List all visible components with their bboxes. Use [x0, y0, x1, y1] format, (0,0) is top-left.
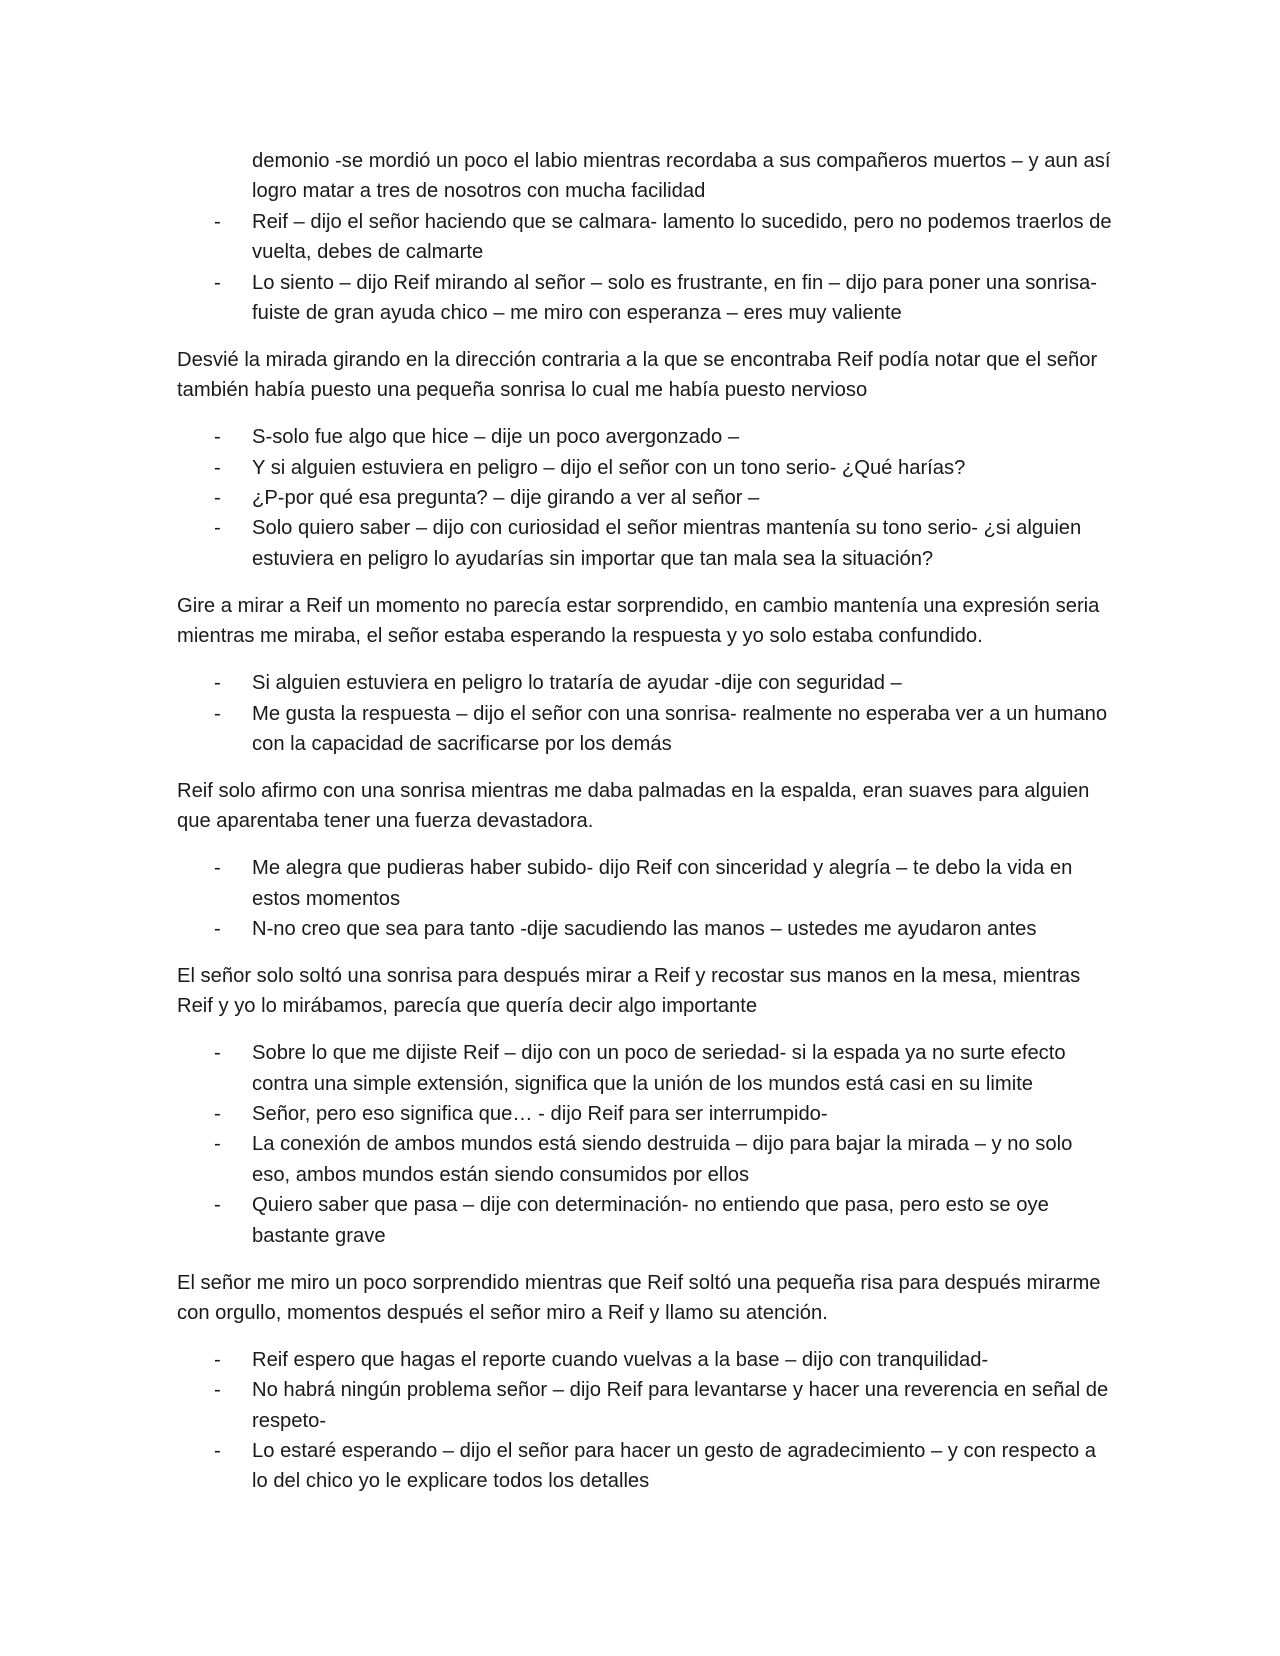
dialogue-text: Me gusta la respuesta – dijo el señor con una sonrisa- realmente no esperaba ver a un humano con la capacidad de sacrificarse por los demás [252, 702, 1108, 755]
dialogue-text: N-no creo que sea para tanto -dije sacudiendo las manos – ustedes me ayudaron antes [252, 917, 1037, 940]
dialogue-list [177, 1038, 1112, 1251]
dash-bullet: - [214, 271, 221, 294]
dialogue-text: Lo siento – dijo Reif mirando al señor – solo es frustrante, en fin – dijo para poner una sonrisa- fuiste de gran ayuda chico – me miro con esperanza – eres muy valiente [252, 271, 1097, 325]
dialogue-text: Sobre lo que me dijiste Reif – dijo con un poco de seriedad- si la espada ya no surte efecto contra una simple extensión, significa que la unión de los mundos está casi en su limite [252, 1042, 1066, 1095]
dialogue-line [177, 1190, 1112, 1251]
dialogue-line [177, 1129, 1112, 1190]
dash-bullet: - [214, 702, 221, 725]
dialogue-text: Reif espero que hagas el reporte cuando vuelvas a la base – dijo con tranquilidad- [252, 1348, 989, 1371]
dash-bullet: - [214, 917, 221, 940]
dialogue-line [177, 668, 1112, 698]
dash-bullet: - [214, 456, 221, 479]
narrative-paragraph: El señor solo soltó una sonrisa para después mirar a Reif y recostar sus manos en la mesa, mientras Reif y yo lo mirábamos, parecía que quería decir algo importante [177, 964, 1081, 1018]
dialogue-text: Si alguien estuviera en peligro lo trataría de ayudar -dije con seguridad – [252, 672, 902, 695]
dialogue-text: S-solo fue algo que hice – dije un poco avergonzado – [252, 426, 740, 449]
dialogue-line [177, 422, 1112, 452]
narrative-paragraph: El señor me miro un poco sorprendido mientras que Reif soltó una pequeña risa para después mirarme con orgullo, momentos después el señor miro a Reif y llamo su atención. [177, 1271, 1101, 1324]
dialogue-line [177, 1099, 1112, 1129]
dialogue-line [177, 699, 1112, 760]
dash-bullet: - [214, 1440, 221, 1463]
dialogue-line [177, 1436, 1112, 1497]
dialogue-text: Reif – dijo el señor haciendo que se calmara- lamento lo sucedido, pero no podemos traerlos de vuelta, debes de calmarte [252, 210, 1112, 264]
dialogue-line [177, 1345, 1112, 1375]
block-spacer [177, 1251, 1112, 1268]
dialogue-text: Solo quiero saber – dijo con curiosidad el señor mientras mantenía su tono serio- ¿si alguien estuviera en peligro lo ayudarías sin importar que tan mala sea la situación? [252, 517, 1082, 570]
dash-bullet: - [214, 1348, 221, 1371]
dash-bullet: - [214, 1379, 221, 1402]
dash-bullet: - [214, 1133, 221, 1156]
dash-bullet: - [214, 517, 221, 540]
narrative-paragraph: Gire a mirar a Reif un momento no parecía estar sorprendido, en cambio mantenía una expresión seria mientras me miraba, el señor estaba esperando la respuesta y yo solo estaba confundido. [177, 594, 1100, 648]
dialogue-line [177, 146, 1112, 207]
block-spacer [177, 1328, 1112, 1345]
dash-bullet: - [214, 1194, 221, 1217]
dialogue-line [177, 1038, 1112, 1099]
dialogue-list [177, 668, 1112, 759]
dialogue-line [177, 453, 1112, 483]
block-spacer [177, 328, 1112, 345]
dialogue-text: Quiero saber que pasa – dije con determinación- no entiendo que pasa, pero esto se oye bastante grave [252, 1194, 1049, 1247]
dialogue-text: Y si alguien estuviera en peligro – dijo el señor con un tono serio- ¿Qué harías? [252, 456, 966, 479]
dash-bullet: - [214, 672, 221, 695]
narrative-paragraph: Reif solo afirmo con una sonrisa mientras me daba palmadas en la espalda, eran suaves para alguien que aparentaba tener una fuerza devastadora. [177, 779, 1090, 833]
dialogue-text: ¿P-por qué esa pregunta? – dije girando a ver al señor – [252, 487, 760, 510]
dash-bullet: - [214, 426, 221, 449]
block-spacer [177, 837, 1112, 854]
dialogue-line [177, 513, 1112, 574]
dialogue-text: La conexión de ambos mundos está siendo destruida – dijo para bajar la mirada – y no solo eso, ambos mundos están siendo consumidos por ellos [252, 1133, 1073, 1186]
block-spacer [177, 406, 1112, 423]
dialogue-list [177, 1345, 1112, 1497]
dialogue-line [177, 483, 1112, 513]
dash-bullet: - [214, 1102, 221, 1125]
block-spacer [177, 652, 1112, 669]
dialogue-line [177, 207, 1112, 268]
dash-bullet: - [214, 1042, 221, 1065]
dialogue-line [177, 1375, 1112, 1436]
dash-bullet: - [214, 210, 221, 233]
dialogue-text: Señor, pero eso significa que… - dijo Reif para ser interrumpido- [252, 1102, 828, 1125]
narrative-paragraph: Desvié la mirada girando en la dirección contraria a la que se encontraba Reif podía notar que el señor también había puesto una pequeña sonrisa lo cual me había puesto nervioso [177, 348, 1098, 402]
document-body [177, 146, 1112, 1497]
dialogue-text: No habrá ningún problema señor – dijo Reif para levantarse y hacer una reverencia en señal de respeto- [252, 1379, 1109, 1432]
block-spacer [177, 759, 1112, 776]
dialogue-line [177, 914, 1112, 944]
dialogue-list [177, 146, 1112, 328]
dialogue-text: demonio -se mordió un poco el labio mientras recordaba a sus compañeros muertos – y aun así logro matar a tres de nosotros con mucha facilidad [252, 150, 1111, 203]
block-spacer [177, 1022, 1112, 1039]
dialogue-text: Me alegra que pudieras haber subido- dijo Reif con sinceridad y alegría – te debo la vida en estos momentos [252, 857, 1073, 910]
dialogue-line [177, 268, 1112, 329]
dialogue-list [177, 853, 1112, 944]
block-spacer [177, 574, 1112, 591]
dialogue-line [177, 853, 1112, 914]
dialogue-text: Lo estaré esperando – dijo el señor para hacer un gesto de agradecimiento – y con respecto a lo del chico yo le explicare todos los detalles [252, 1440, 1096, 1493]
block-spacer [177, 944, 1112, 961]
dash-bullet: - [214, 487, 221, 510]
dash-bullet: - [214, 857, 221, 880]
dialogue-list [177, 422, 1112, 574]
